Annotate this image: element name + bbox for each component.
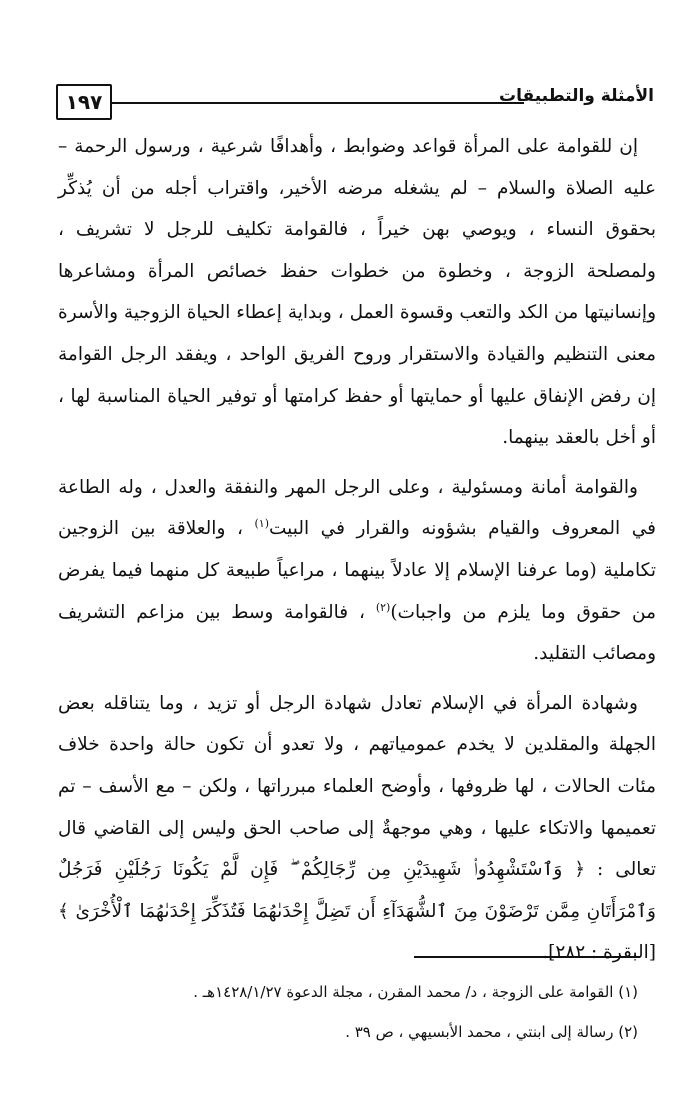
footnote-ref-2[interactable]: (٢) bbox=[375, 600, 391, 614]
page-number: ١٩٧ bbox=[56, 84, 112, 120]
footnotes bbox=[40, 972, 638, 1052]
footnote-2: (٢) رسالة إلى ابنتي ، محمد الأبسيهي ، ص ٣٩ . bbox=[345, 1023, 638, 1041]
main-text bbox=[58, 126, 656, 974]
footnote-1: (١) القوامة على الزوجة ، د/ محمد المقرن ، مجلة الدعوة ١٤٢٨/١/٢٧هـ . bbox=[193, 983, 638, 1001]
page-header bbox=[56, 84, 654, 124]
quran-verse: ﴿ وَٱسْتَشْهِدُوا۟ شَهِيدَيْنِ مِن رِّجَالِكُمْ ۖ فَإِن لَّمْ يَكُونَا رَجُلَيْنِ فَرَجُلٌ وَٱمْرَأَتَانِ مِمَّن تَرْضَوْنَ مِنَ ٱلشُّهَدَآءِ أَن تَضِلَّ إِحْدَىٰهُمَا فَتُذَكِّرَ إِحْدَىٰهُمَا ٱلْأُخْرَىٰ ﴾ bbox=[58, 859, 656, 922]
paragraph-text: إن للقوامة على المرأة قواعد وضوابط ، وأهدافًا شرعية ، ورسول الرحمة – عليه الصلاة والسلام – لم يشغله مرضه الأخير، واقتراب أجله من أن يُذكِّر بحقوق النساء ، ويوصي بهن خيراً ، فالقوامة تكليف للرجل لا تشريف ، ولمصلحة الزوجة ، وخطوة من خطوات حفظ خصائص المرأة ومشاعرها وإنسانيتها من الكد والتعب وقسوة العمل ، وبداية إعطاء الحياة الزوجية والأسرة معنى التنظيم والقيادة والاستقرار وروح الفريق الواحد ، ويفقد الرجل القوامة إن رفض الإنفاق عليها أو حمايتها أو حفظ كرامتها أو توفير الحياة المناسبة لها ، أو أخل بالعقد بينهما. bbox=[58, 136, 656, 449]
paragraph-3 bbox=[58, 683, 656, 974]
running-title: الأمثلة والتطبيقات bbox=[499, 86, 654, 106]
paragraph-text: والقوامة أمانة ومسئولية ، وعلى الرجل المهر والنفقة والعدل ، وله الطاعة في المعروف والقيام بشؤونه والقرار في البيت bbox=[58, 476, 656, 540]
paragraph-text: ، فالقوامة وسط بين مزاعم التشريف ومصائب التقليد. bbox=[58, 601, 656, 665]
verse-reference: [البقرة : ٢٨٢]. bbox=[542, 942, 656, 964]
paragraph-1 bbox=[58, 126, 656, 459]
footnote-separator bbox=[414, 956, 640, 958]
paragraph-text: ، والعلاقة بين الزوجين تكاملية (وما عرفنا الإسلام إلا عادلاً بينهما ، مراعياً طبيعة كل منهما فيما يفرض من حقوق وما يلزم من واجبات) bbox=[58, 518, 656, 623]
footnote-ref-1[interactable]: (١) bbox=[254, 517, 269, 531]
paragraph-2 bbox=[58, 467, 656, 675]
header-rule bbox=[112, 102, 524, 104]
paragraph-text: وشهادة المرأة في الإسلام تعادل شهادة الرجل أو تزيد ، وما يتناقله بعض الجهلة والمقلدين لا يخدم عمومياتهم ، ولا تعدو أن تكون حالة واحدة خلاف مئات الحالات ، لها ظروفها ، وأوضح العلماء مبرراتها ، ولكن – مع الأسف – تم تعميمها والاتكاء عليها ، وهي موجهةٌ إلى صاحب الحق وليس إلى القاضي قال تعالى : bbox=[58, 692, 656, 881]
